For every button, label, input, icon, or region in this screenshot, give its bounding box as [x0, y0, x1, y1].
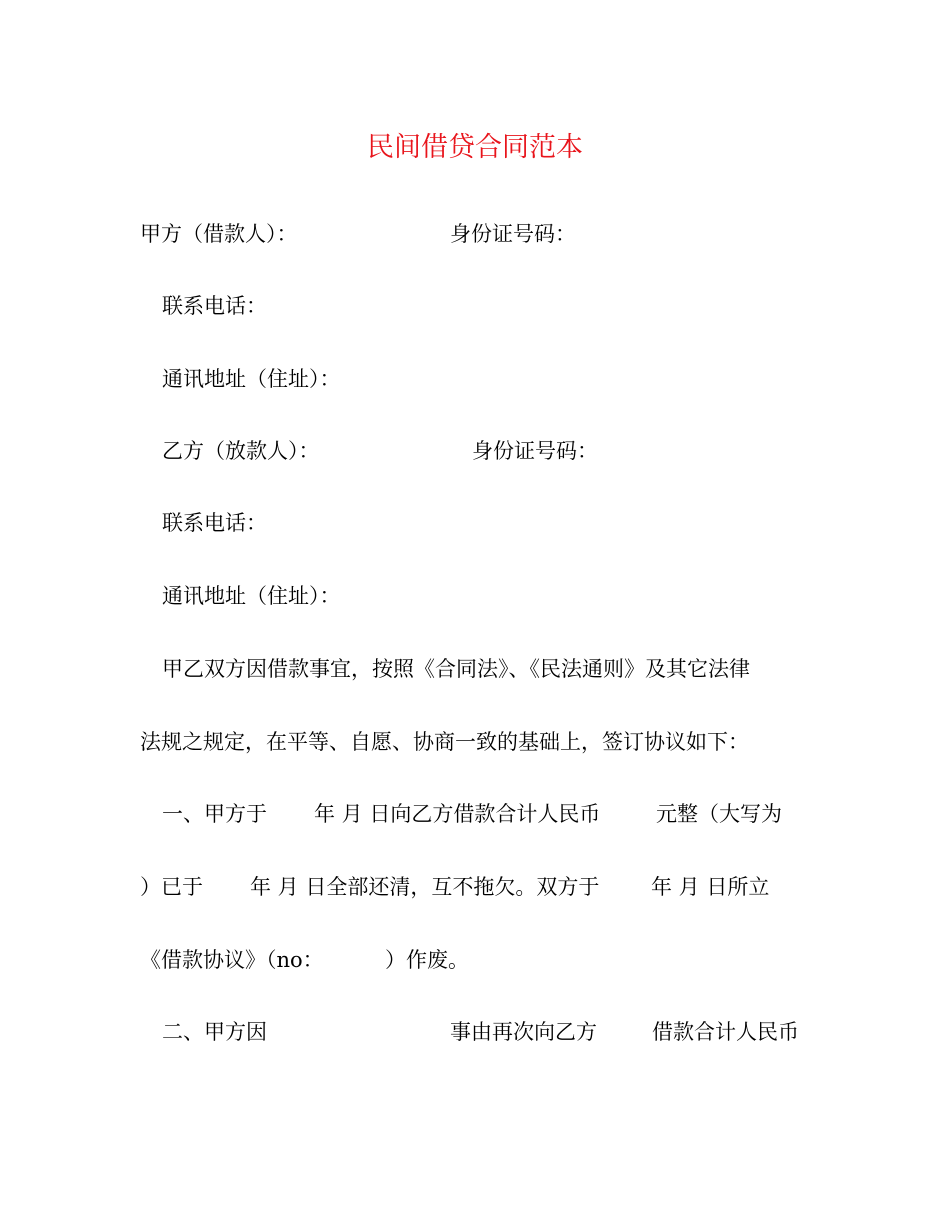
- clause-1-line-2: [140, 872, 800, 902]
- clause-2-text-a: 二、甲方因: [162, 1020, 267, 1044]
- clause-2-text-b: 事由再次向乙方: [450, 1020, 597, 1044]
- clause-1-text-d: ）已于: [140, 875, 203, 899]
- preamble-line-1: 甲乙双方因借款事宜，按照《合同法》、《民法通则》及其它法律: [162, 657, 750, 681]
- party-b-label: 乙方（放款人）：: [162, 439, 320, 463]
- preamble-line-2: 法规之规定，在平等、自愿、协商一致的基础上，签订协议如下：: [140, 730, 749, 754]
- party-a-phone-label: 联系电话：: [162, 294, 267, 318]
- party-a-label: 甲方（借款人）：: [140, 222, 298, 246]
- party-b-address-label: 通讯地址（住址）：: [162, 584, 341, 608]
- party-b-row: [162, 436, 862, 466]
- party-a-address-label: 通讯地址（住址）：: [162, 367, 341, 391]
- clause-2-text-c: 借款合计人民币: [652, 1020, 799, 1044]
- party-a-id-label: 身份证号码：: [450, 222, 576, 246]
- clause-1-text-h: ）作废。: [385, 948, 469, 972]
- clause-1-text-f: 年 月 日所立: [651, 875, 770, 899]
- party-b-id-label: 身份证号码：: [472, 439, 598, 463]
- clause-1-text-e: 年 月 日全部还清，互不拖欠。双方于: [250, 875, 600, 899]
- clause-1-text-a: 一、甲方于: [162, 802, 267, 826]
- clause-1-line-1: [162, 799, 802, 829]
- clause-2-line-1: [162, 1017, 822, 1047]
- document-title: 民间借贷合同范本: [367, 132, 583, 163]
- clause-1-text-c: 元整（大写为: [656, 802, 782, 826]
- party-a-row: [140, 219, 840, 249]
- party-b-phone-label: 联系电话：: [162, 511, 267, 535]
- clause-1-line-3: [140, 945, 540, 975]
- clause-1-text-b: 年 月 日向乙方借款合计人民币: [314, 802, 601, 826]
- clause-1-text-g: 《借款协议》（no：: [140, 948, 324, 972]
